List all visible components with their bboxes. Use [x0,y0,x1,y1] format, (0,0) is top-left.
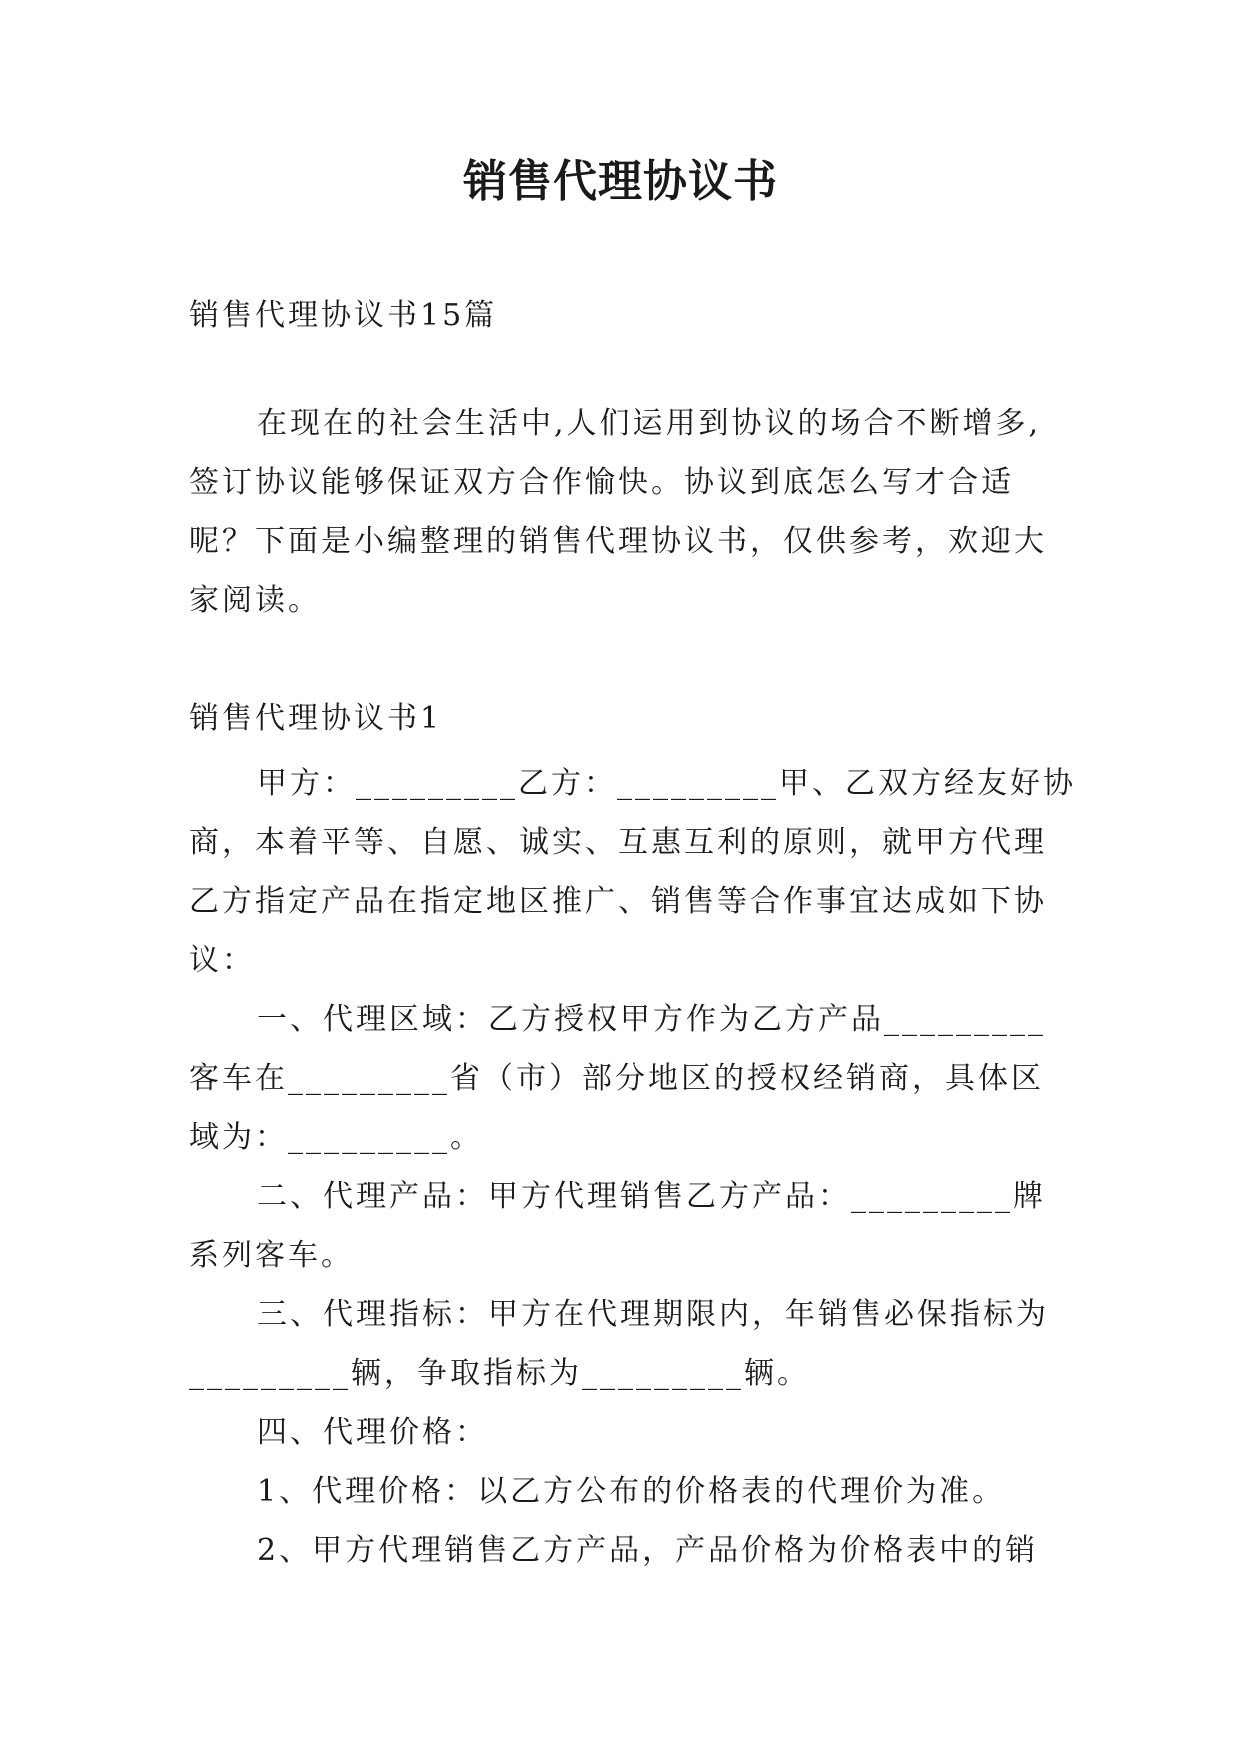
body-line: 二、代理产品：甲方代理销售乙方产品：_________牌 [257,1179,1046,1214]
body-line: 三、代理指标：甲方在代理期限内，年销售必保指标为 [257,1297,1049,1332]
body-line: _________辆，争取指标为_________辆。 [189,1356,810,1391]
body-line: 甲方：_________乙方：_________甲、乙双方经友好协 [257,766,1076,801]
body-line: 域为：_________。 [189,1120,483,1155]
body-line: 一、代理区域：乙方授权甲方作为乙方产品_________ [257,1002,1046,1037]
body-line: 系列客车。 [189,1238,354,1273]
body-line: 客车在_________省（市）部分地区的授权经销商，具体区 [189,1061,1044,1096]
body-line: 四、代理价格： [257,1415,488,1450]
intro-line-2: 签订协议能够保证双方合作愉快。协议到底怎么写才合适 [189,465,1014,500]
document-title: 销售代理协议书 [463,156,778,207]
body-line: 议： [189,943,255,978]
body-line: 乙方指定产品在指定地区推广、销售等合作事宜达成如下协 [189,884,1047,919]
document-subtitle: 销售代理协议书15篇 [189,298,498,333]
body-line: 商，本着平等、自愿、诚实、互惠互利的原则，就甲方代理 [189,825,1047,860]
section-heading: 销售代理协议书1 [189,701,443,736]
intro-line-3: 呢？下面是小编整理的销售代理协议书，仅供参考，欢迎大 [189,524,1047,559]
body-line: 1、代理价格：以乙方公布的价格表的代理价为准。 [257,1474,1006,1509]
body-line: 2、甲方代理销售乙方产品，产品价格为价格表中的销 [257,1533,1039,1568]
intro-line-4: 家阅读。 [189,583,321,618]
intro-line-1: 在现在的社会生活中,人们运用到协议的场合不断增多, [257,406,1042,441]
